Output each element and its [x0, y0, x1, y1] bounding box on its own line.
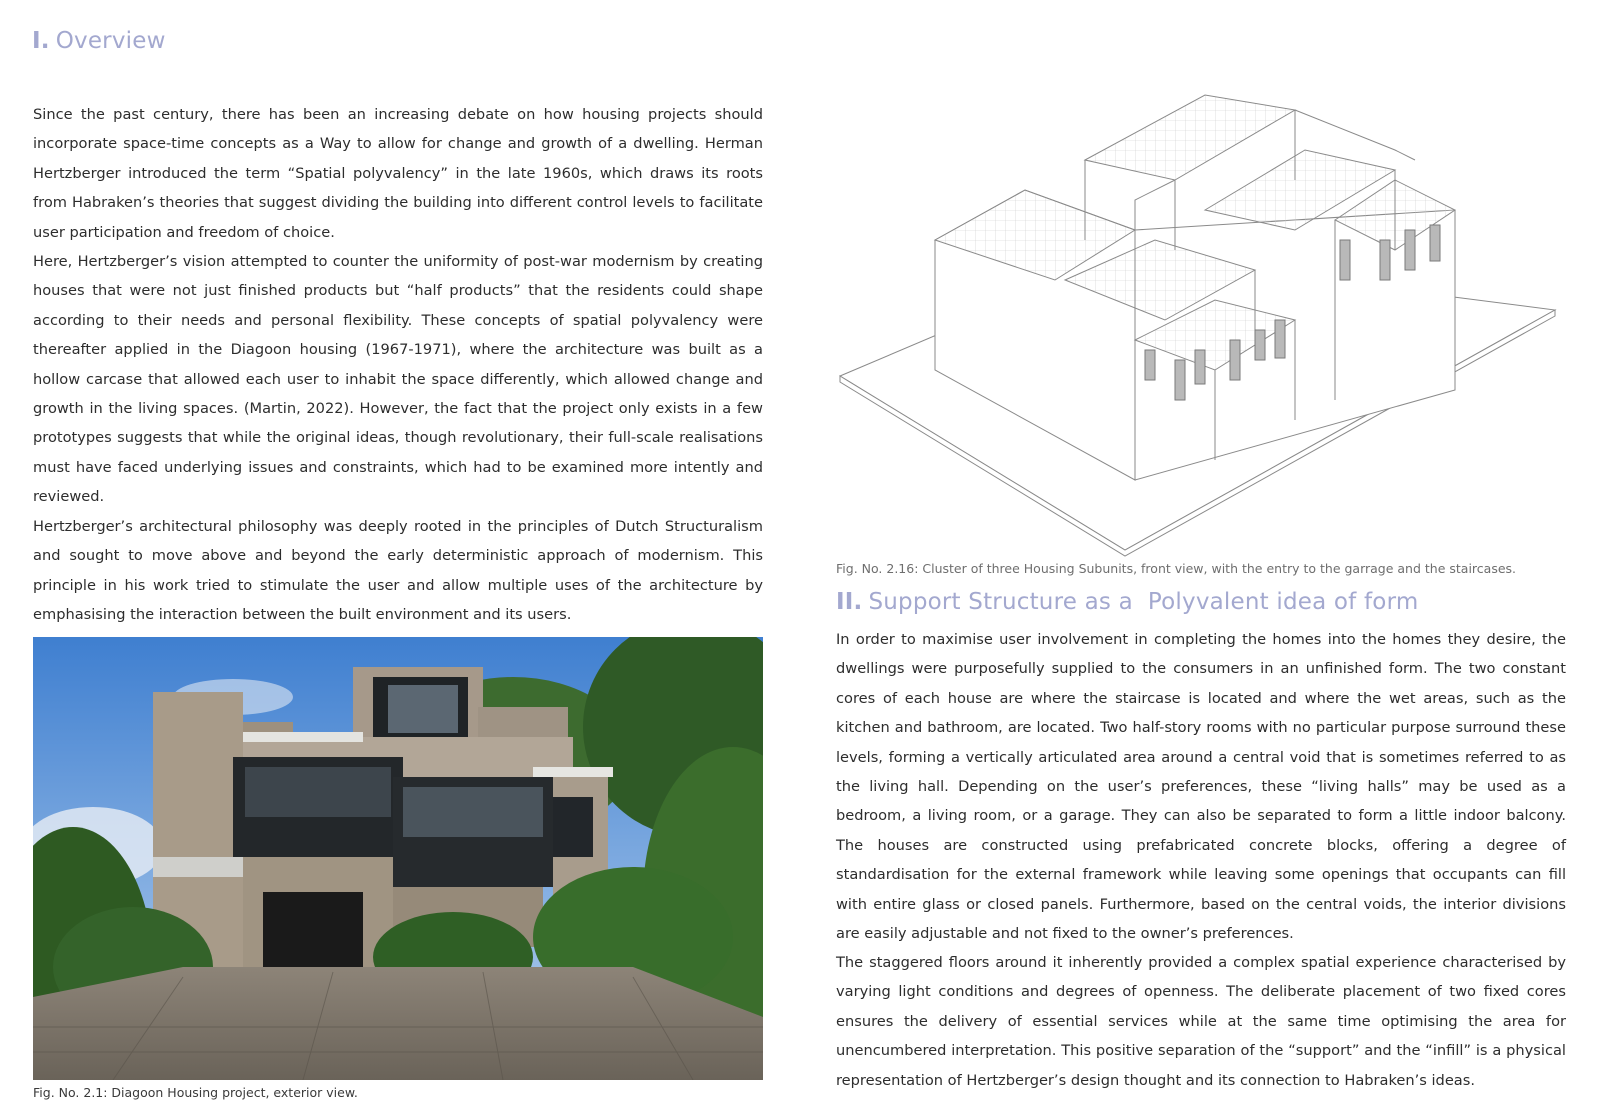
diagoon-exterior-photo	[33, 637, 763, 1080]
figure-2-1-caption: Fig. No. 2.1: Diagoon Housing project, exterior view.	[33, 1085, 358, 1100]
figure-2-16-caption: Fig. No. 2.16: Cluster of three Housing Subunits, front view, with the entry to the garrage and the staircases.	[836, 561, 1517, 576]
overview-paragraph-1: Since the past century, there has been an increasing debate on how housing projects should incorporate space-time concepts as a Way to allow for change and growth of a dwelling. Herman Hertzberger introduced the term “Spatial polyvalency” in the late 1960s, which draws its roots from Habraken’s theories that suggest dividing the building into different control levels to facilitate user participation and freedom of choice.	[33, 106, 763, 241]
overview-paragraph-3: Hertzberger’s architectural philosophy was deeply rooted in the principles of Dutch Structuralism and sought to move above and beyond the early deterministic approach of modernism. This principle in his work tried to stimulate the user and allow multiple uses of the architecture by emphasising the interaction between the built environment and its users.	[33, 518, 763, 624]
support-structure-heading	[836, 589, 1418, 615]
overview-heading-number: I.	[32, 28, 50, 54]
support-heading-number: II.	[836, 589, 863, 615]
overview-heading-title: Overview	[55, 28, 166, 54]
support-paragraph-1: In order to maximise user involvement in completing the homes into the homes they desire, the dwellings were purposefully supplied to the consumers in an unfinished form. The two constant cores of each house are where the staircase is located and where the wet areas, such as the kitchen and bathroom, are located. Two half-story rooms with no particular purpose surround these levels, forming a vertically articulated area around a central void that is sometimes referred to as the living hall. Depending on the user’s preferences, these “living halls” may be used as a bedroom, a living room, or a garage. They can also be separated to form a little indoor balcony. The houses are constructed using prefabricated concrete blocks, offering a degree of standardisation for the external framework while leaving some openings that occupants can fill with entire glass or closed panels. Furthermore, based on the central voids, the interior divisions are easily adjustable and not fixed to the owner’s preferences.	[836, 631, 1566, 943]
isometric-housing-drawing	[835, 80, 1575, 560]
support-heading-title: Support Structure as a Polyvalent idea of form	[868, 589, 1419, 615]
overview-paragraph-2: Here, Hertzberger’s vision attempted to counter the uniformity of post-war modernism by creating houses that were not just finished products but “half products” that the residents could shape according to their needs and personal flexibility. These concepts of spatial polyvalency were thereafter applied in the Diagoon housing (1967-1971), where the architecture was built as a hollow carcase that allowed each user to inhabit the space differently, which allowed change and growth in the living spaces. (Martin, 2022). However, the fact that the project only exists in a few prototypes suggests that while the original ideas, though revolutionary, their full-scale realisations must have faced underlying issues and constraints, which had to be examined more intently and reviewed.	[33, 253, 763, 506]
support-paragraph-2: The staggered floors around it inherently provided a complex spatial experience characterised by varying light conditions and degrees of openness. The deliberate placement of two fixed cores ensures the delivery of essential services while at the same time optimising the area for unencumbered interpretation. This positive separation of the “support” and the “infill” is a physical representation of Hertzberger’s design thought and its connection to Habraken’s ideas.	[836, 954, 1566, 1089]
overview-heading	[32, 28, 166, 54]
